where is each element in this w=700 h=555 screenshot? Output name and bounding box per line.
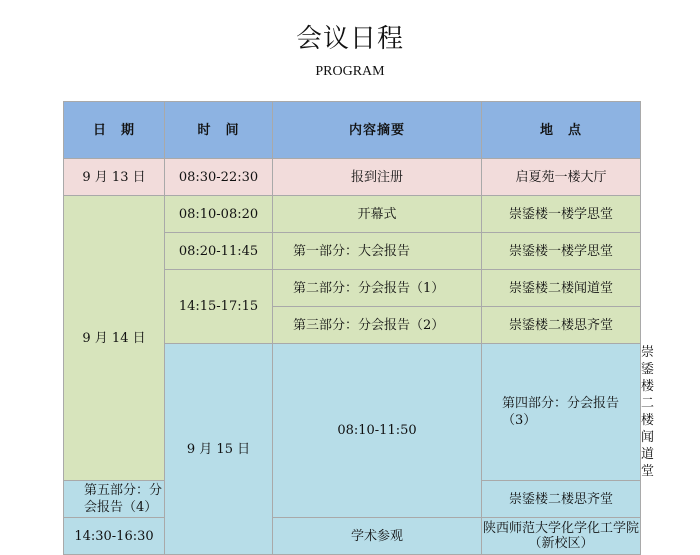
date-cell: 9 月 14 日 bbox=[64, 196, 165, 481]
place-cell: 崇鋈楼二楼思齐堂 bbox=[482, 481, 641, 518]
place-cell: 崇鋈楼二楼闻道堂 bbox=[482, 270, 641, 307]
table-row: 9 月 15 日 08:10-11:50 第四部分：分会报告（3） 崇鋈楼二楼闻道堂 bbox=[64, 344, 641, 481]
place-cell: 崇鋈楼二楼思齐堂 bbox=[482, 307, 641, 344]
header-content: 内容摘要 bbox=[273, 102, 482, 159]
content-cell: 第四部分：分会报告（3） bbox=[482, 344, 641, 481]
header-place: 地 点 bbox=[482, 102, 641, 159]
table-row bbox=[64, 159, 641, 196]
table-header-row bbox=[64, 102, 641, 159]
time-cell: 14:15-17:15 bbox=[165, 270, 273, 344]
content-cell: 开幕式 bbox=[273, 196, 482, 233]
place-cell: 崇鋈楼一楼学思堂 bbox=[482, 196, 641, 233]
content-cell: 学术参观 bbox=[273, 518, 482, 555]
time-cell: 14:30-16:30 bbox=[64, 518, 165, 555]
page-title: 会议日程 bbox=[295, 24, 404, 54]
content-cell: 第三部分：分会报告（2） bbox=[273, 307, 482, 344]
header-time: 时 间 bbox=[165, 102, 273, 159]
time-cell: 08:20-11:45 bbox=[165, 233, 273, 270]
time-cell: 08:10-08:20 bbox=[165, 196, 273, 233]
time-cell: 08:30-22:30 bbox=[165, 159, 273, 196]
content-cell: 报到注册 bbox=[273, 159, 482, 196]
schedule-table bbox=[63, 101, 655, 555]
place-cell: 陕西师范大学化学化工学院（新校区） bbox=[482, 518, 641, 555]
time-cell: 08:10-11:50 bbox=[273, 344, 482, 518]
header-date: 日 期 bbox=[64, 102, 165, 159]
content-cell: 第一部分：大会报告 bbox=[273, 233, 482, 270]
date-cell: 9 月 15 日 bbox=[165, 344, 273, 555]
place-cell: 启夏苑一楼大厅 bbox=[482, 159, 641, 196]
page-subtitle: PROGRAM bbox=[315, 64, 385, 79]
table-row bbox=[64, 518, 641, 555]
table-row bbox=[64, 196, 641, 233]
content-cell: 第五部分：分会报告（4） bbox=[64, 481, 165, 518]
date-cell: 9 月 13 日 bbox=[64, 159, 165, 196]
content-cell: 第二部分：分会报告（1） bbox=[273, 270, 482, 307]
place-cell: 崇鋈楼一楼学思堂 bbox=[482, 233, 641, 270]
